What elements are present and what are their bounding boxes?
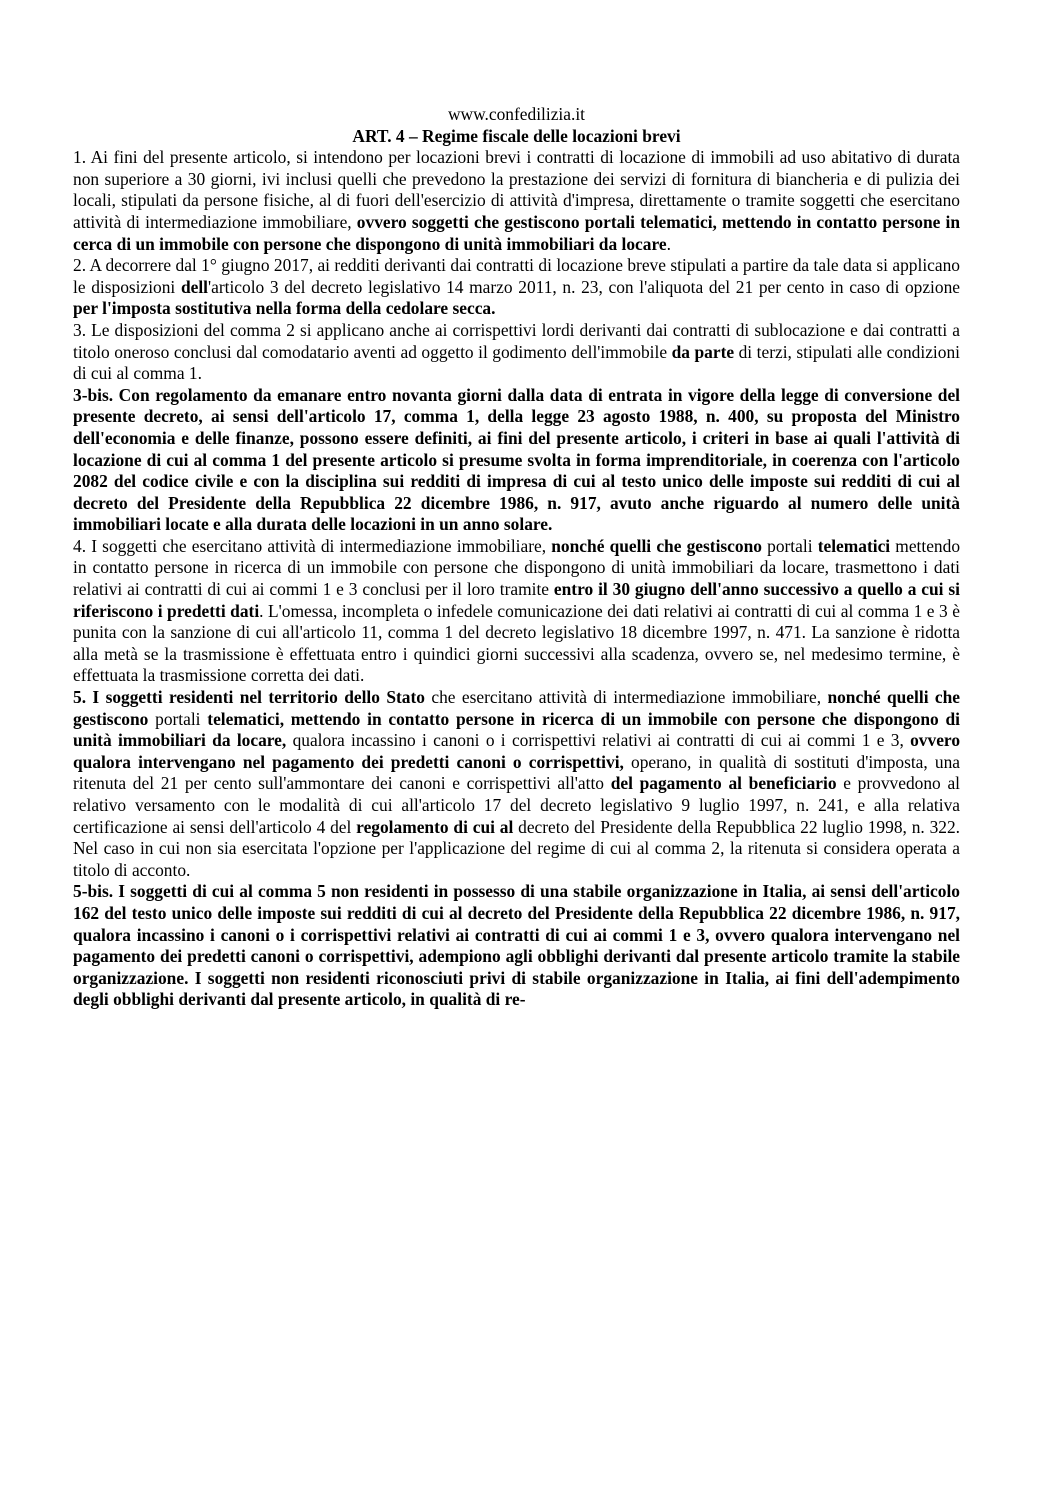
text-run: ovvero qualora intervengano nel pagamento dei predetti canoni o corrispettivi, [73, 730, 961, 772]
paragraph-2 [73, 255, 960, 320]
text-run: 5. I soggetti [73, 687, 169, 708]
text-run: decreto del Presidente della Repubblica 22 luglio 1998, n. 322. Nel caso in cui non sia esercitata l'opzione per l'applicazione del regime di cui al comma 2, la ritenuta si considera operata a titolo di acconto. [73, 816, 960, 880]
text-run: . [666, 233, 671, 254]
text-run: regolamento di cui al [356, 816, 514, 837]
text-run: ovvero soggetti che gestiscono portali telematici, mettendo in contatto persone in cerca di un immobile con persone che dispongono di unità immobiliari da locare [73, 211, 961, 254]
paragraph-5 [73, 687, 960, 881]
text-run: 4. I soggetti che esercitano attività di intermediazione immobiliare, [73, 535, 552, 556]
paragraph-1 [73, 147, 960, 255]
text-run: che esercitano attività di intermediazione immobiliare, [424, 687, 828, 708]
text-run: operano, in qualità di sostituti d'imposta, una ritenuta del 21 per cento sull'ammontare dei canoni e corrispettivi all'atto [73, 751, 960, 794]
text-run: 3-bis. Con regolamento da emanare entro novanta giorni dalla data di entrata in vigore della legge di conversione del presente decreto, ai sensi dell'articolo 17, comma 1, della legge 23 agosto 1988, n. 400, su proposta del Ministro dell'economia e delle finanze, possono essere definiti, ai fini del presente articolo, i criteri in base ai quali l'attività di locazione di cui al comma 1 del presente articolo si presume svolta in forma imprenditoriale, in coerenza con l'articolo 2082 del codice civile e con la disciplina sui redditi di impresa di cui al testo unico delle imposte sui redditi di cui al decreto del Presidente della Repubblica 22 dicembre 1986, n. 917, avuto anche riguardo al numero delle unità immobiliari locate e alla durata delle locazioni in un anno solare. [73, 384, 960, 535]
article-title: ART. 4 – Regime fiscale delle locazioni brevi [352, 125, 681, 146]
text-run: mettendo in contatto persone in ricerca di un immobile con persone che dispongono di unità immobiliari da locare, trasmettono i dati relativi ai contratti di cui ai commi 1 e 3 conclusi per il loro tramite [73, 535, 961, 600]
text-run: telematici [817, 535, 891, 556]
text-run: di terzi, stipulati alle condizioni di cui al comma 1. [73, 341, 960, 384]
paragraph-4 [73, 536, 960, 687]
site-url: www.confedilizia.it [448, 104, 585, 124]
paragraph-3-bis [73, 385, 960, 536]
text-run: portali [761, 535, 818, 556]
paragraph-5-bis [73, 881, 960, 1011]
text-run: . L'omessa, incompleta o infedele comunicazione dei dati relativi ai contratti di cui al comma 1 e 3 è punita con la sanzione di cui all'articolo 11, comma 1 del decreto legislativo 18 dicembre 1997, n. 471. La sanzione è ridotta alla metà se la trasmissione è effettuata entro i quindici giorni successivi alla scadenza, ovvero se, nel medesimo termine, è effettuata la trasmissione corretta dei dati. [73, 600, 960, 686]
text-run: per l'imposta sostitutiva nella forma della cedolare secca. [73, 298, 496, 319]
text-run: e provvedono al relativo versamento con le modalità di cui all'articolo 17 del decreto legislativo 9 luglio 1997, n. 241, e alla relativa certificazione ai sensi dell'articolo 4 del [73, 773, 960, 837]
text-run: dell [180, 276, 208, 297]
text-run: 2. A decorrere dal 1° giugno 2017, ai redditi derivanti dai contratti di locazione breve stipulati a partire da tale data si applicano le disposizioni [73, 255, 960, 297]
text-run: 1. Ai fini del presente articolo, si intendono per locazioni brevi i contratti di locazione di immobili ad uso abitativo di durata non superiore a 30 giorni, ivi inclusi quelli che prevedono la prestazione dei servizi di fornitura di biancheria e di pulizia dei locali, stipulati da persone fisiche, al di fuori dell'esercizio di attività d'impresa, direttamente o tramite soggetti che esercitano attività di intermediazione immobiliare, [73, 147, 960, 232]
paragraph-3 [73, 320, 960, 385]
text-run: qualora incassino i canoni o i corrispettivi relativi ai contratti di cui ai commi 1 e 3, [286, 730, 911, 751]
text-run: 3. Le disposizioni del comma 2 si applicano anche ai corrispettivi lordi derivanti dai contratti di sublocazione e dai contratti a titolo oneroso conclusi dal comodatario aventi ad oggetto il godimento dell'immobile [73, 319, 960, 362]
text-run: entro il 30 giugno dell'anno successivo a quello a cui si riferiscono i predetti dati [73, 579, 960, 621]
text-run: residenti nel territorio dello Stato [168, 687, 425, 708]
text-run: del pagamento al beneficiario [610, 773, 837, 794]
text-run: telematici, mettendo in contatto persone in ricerca di un immobile con persone che dispongono di unità immobiliari da locare, [73, 708, 960, 751]
text-run: portali [148, 708, 208, 729]
document-page [73, 104, 960, 1011]
text-run: 5-bis. I soggetti di cui al comma 5 non residenti in possesso di una stabile organizzazione in Italia, ai sensi dell'articolo 162 del testo unico delle imposte sui redditi di cui al decreto del Presidente della Repubblica 22 dicembre 1986, n. 917, qualora incassino i canoni o i corrispettivi relativi ai contratti di cui ai commi 1 e 3, ovvero qualora intervengano nel pagamento dei predetti canoni o corrispettivi, adempiono agli obblighi derivanti dal presente articolo tramite la stabile organizzazione. I soggetti non residenti riconosciuti privi di stabile organizzazione in Italia, ai fini dell'adempimento degli obblighi derivanti dal presente articolo, in qualità di re- [73, 881, 960, 1010]
text-run: nonché quelli che gestiscono [551, 535, 762, 556]
text-run: da parte [671, 341, 735, 362]
text-run: nonché quelli che gestiscono [73, 687, 961, 729]
text-run: 'articolo 3 del decreto legislativo 14 marzo 2011, n. 23, con l'aliquota del 21 per cento in caso di opzione [208, 276, 961, 297]
